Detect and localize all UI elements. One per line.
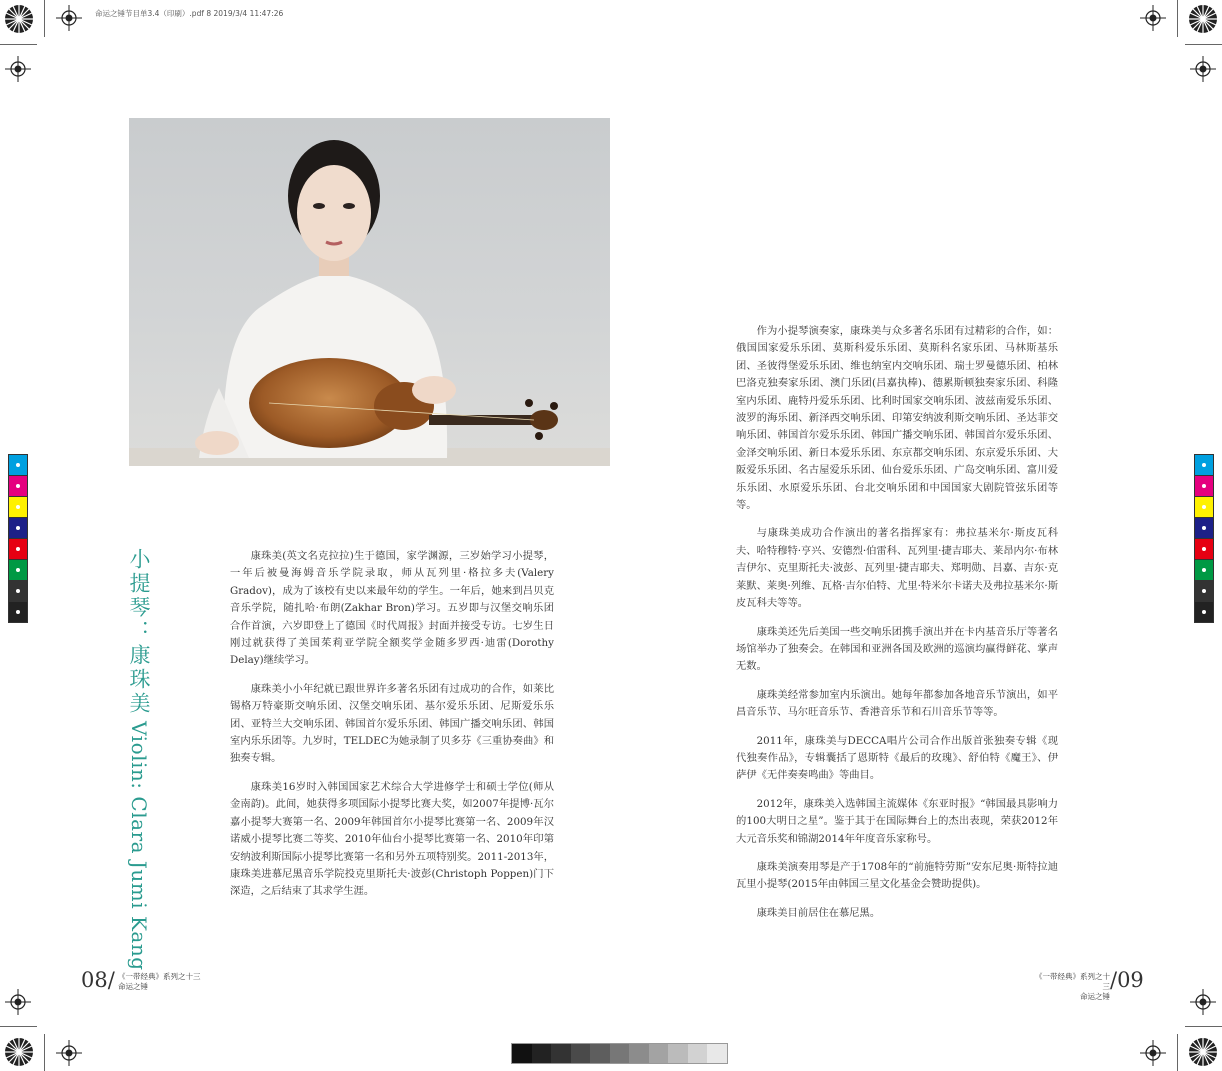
- gray-swatch: [532, 1044, 552, 1063]
- swatch-dot: [1202, 610, 1206, 614]
- gray-swatch: [668, 1044, 688, 1063]
- paragraph: 康珠美还先后美国一些交响乐团携手演出并在卡内基音乐厅等著名场馆举办了独奏会。在韩国和亚洲各国及欧洲的巡演均赢得鲜花、掌声无数。: [736, 625, 1058, 673]
- portrait-photo: [129, 118, 610, 466]
- gray-swatch: [629, 1044, 649, 1063]
- trim-mark: [1177, 1034, 1178, 1071]
- swatch-dot: [1202, 463, 1206, 467]
- star-target-icon: [1188, 1037, 1218, 1067]
- registration-mark-icon: [5, 56, 31, 82]
- gray-swatch: [649, 1044, 669, 1063]
- swatch-dot: [16, 568, 20, 572]
- title-zh: 小提琴：康珠美: [127, 548, 151, 716]
- swatch-dot: [1202, 589, 1206, 593]
- swatch-dot: [1202, 526, 1206, 530]
- swatch-dot: [1202, 505, 1206, 509]
- color-swatch: [9, 455, 27, 476]
- footer-series: 《一带经典》系列之十三: [1035, 972, 1110, 991]
- swatch-dot: [1202, 547, 1206, 551]
- color-swatch: [1195, 539, 1213, 560]
- color-swatch: [1195, 518, 1213, 539]
- paragraph: 康珠美经常参加室内乐演出。她每年都参加各地音乐节演出，如平昌音乐节、马尔旺音乐节、香港音乐节和石川音乐节等等。: [736, 688, 1058, 719]
- trim-mark: [1185, 44, 1222, 45]
- swatch-dot: [16, 547, 20, 551]
- swatch-dot: [1202, 568, 1206, 572]
- footer-program: 命运之锤: [1080, 992, 1110, 1001]
- gray-swatch: [512, 1044, 532, 1063]
- paragraph: 作为小提琴演奏家，康珠美与众多著名乐团有过精彩的合作，如：俄国国家爱乐乐团、莫斯科爱乐乐团、莫斯科名家乐团、马林斯基乐团、圣彼得堡爱乐乐团、维也纳室内交响乐团、瑞士罗曼德乐团、柏林巴洛克独奏家乐团、澳门乐团(吕嘉执棒)、德累斯顿独奏家乐团、科隆室内乐团、鹿特丹爱乐乐团、比利时国家交响乐团、波兹南爱乐乐团、波罗的海乐团、新泽西交响乐团、印第安纳波利斯交响乐团、圣达菲交响乐团、韩国首尔爱乐乐团、韩国广播交响乐团、韩国首尔爱乐乐团、金泽交响乐团、新日本爱乐乐团、东京都交响乐团、东京爱乐乐团、大阪爱乐乐团、名古屋爱乐乐团、仙台爱乐乐团、广岛交响乐团、富川爱乐乐团、水原爱乐乐团、台北交响乐团和中国国家大剧院管弦乐团等等。: [736, 325, 1058, 512]
- registration-mark-icon: [5, 989, 31, 1015]
- color-bar-right: [1194, 454, 1214, 623]
- performer-title: [124, 548, 154, 971]
- title-en: Violin: Clara Jumi Kang: [127, 721, 151, 971]
- registration-mark-icon: [1140, 5, 1166, 31]
- paragraph: 康珠美16岁时入韩国国家艺术综合大学进修学士和硕士学位(师从金南韵)。此间，她获得多项国际小提琴比赛大奖，如2007年提博·瓦尔嘉小提琴大赛第一名、2009年韩国首尔小提琴比赛第一名、2009年汉诺威小提琴比赛二等奖、2010年仙台小提琴比赛第一名、2010年印第安纳波利斯国际小提琴比赛第一名和另外五项特别奖。2011-2013年，康珠美进慕尼黑音乐学院投克里斯托夫·波彭(Christoph Poppen)门下深造，之后结束了其求学生涯。: [230, 780, 554, 898]
- paragraph: 2012年，康珠美入选韩国主流媒体《东亚时报》“韩国最具影响力的100大明日之星”。鉴于其于在国际舞台上的杰出表现，荣获2012年大元音乐奖和锦湖2014年年度音乐家称号。: [736, 797, 1058, 845]
- gray-swatch: [551, 1044, 571, 1063]
- swatch-dot: [1202, 484, 1206, 488]
- color-swatch: [9, 497, 27, 518]
- footer-right-text: [1030, 972, 1110, 1002]
- registration-mark-icon: [1190, 989, 1216, 1015]
- gray-swatch: [590, 1044, 610, 1063]
- footer-series: 《一带经典》系列之十三: [118, 972, 201, 981]
- swatch-dot: [16, 463, 20, 467]
- footer-left-text: [118, 972, 201, 992]
- color-swatch: [9, 581, 27, 602]
- trim-mark: [0, 1026, 37, 1027]
- page-number-right: /09: [1110, 968, 1144, 992]
- print-info: 命运之锤节目单3.4（印刷）.pdf 8 2019/3/4 11:47:26: [95, 9, 284, 18]
- gray-swatch: [688, 1044, 708, 1063]
- trim-mark: [44, 1034, 45, 1071]
- color-bar-left: [8, 454, 28, 623]
- color-swatch: [1195, 602, 1213, 622]
- color-swatch: [1195, 497, 1213, 518]
- color-swatch: [1195, 455, 1213, 476]
- paragraph: 2011年，康珠美与DECCA唱片公司合作出版首张独奏专辑《现代独奏作品》，专辑囊括了恩斯特《最后的玫瑰》、舒伯特《魔王》、伊萨伊《无伴奏奏鸣曲》等曲目。: [736, 734, 1058, 782]
- color-swatch: [9, 560, 27, 581]
- swatch-dot: [16, 589, 20, 593]
- color-swatch: [1195, 581, 1213, 602]
- swatch-dot: [16, 526, 20, 530]
- trim-mark: [0, 44, 37, 45]
- star-target-icon: [4, 1037, 34, 1067]
- color-swatch: [9, 476, 27, 497]
- color-swatch: [1195, 476, 1213, 497]
- registration-mark-icon: [1140, 1040, 1166, 1066]
- color-swatch: [9, 539, 27, 560]
- color-swatch: [1195, 560, 1213, 581]
- swatch-dot: [16, 505, 20, 509]
- registration-mark-icon: [56, 1040, 82, 1066]
- paragraph: 康珠美目前居住在慕尼黑。: [756, 906, 881, 919]
- page-number-left: 08/: [81, 968, 115, 992]
- trim-mark: [1185, 1026, 1222, 1027]
- color-swatch: [9, 602, 27, 622]
- star-target-icon: [1188, 4, 1218, 34]
- paragraph: 康珠美演奏用琴是产于1708年的“前施特劳斯”安东尼奥·斯特拉迪瓦里小提琴(2015年由韩国三星文化基金会赞助提供)。: [736, 860, 1058, 891]
- color-swatch: [9, 518, 27, 539]
- star-target-icon: [4, 4, 34, 34]
- paragraph: 与康珠美成功合作演出的著名指挥家有：弗拉基米尔·斯皮瓦科夫、哈特穆特·亨兴、安德烈·伯雷科、瓦列里·捷吉耶夫、莱昂内尔·布林吉伊尔、克里斯托夫·波彭、瓦列里·捷吉耶夫、郑明勋、吕嘉、吉东·克莱默、莱奥·列维、瓦格·吉尔伯特、尤里·特米尔卡诺夫及弗拉基米尔·斯皮瓦科夫等等。: [736, 527, 1058, 610]
- footer-program: 命运之锤: [118, 982, 148, 991]
- trim-mark: [44, 0, 45, 37]
- paragraph: 康珠美小小年纪就已跟世界许多著名乐团有过成功的合作，如莱比锡格万特豪斯交响乐团、汉堡交响乐团、基尔爱乐乐团、尼斯爱乐乐团、亚特兰大交响乐团、韩国首尔爱乐乐团、韩国广播交响乐团、韩国室内乐乐团等。九岁时，TELDEC为她录制了贝多芬《三重协奏曲》和独奏专辑。: [230, 682, 554, 765]
- right-column: [736, 323, 1058, 933]
- left-column: [230, 548, 554, 912]
- registration-mark-icon: [1190, 56, 1216, 82]
- gray-swatch: [571, 1044, 591, 1063]
- swatch-dot: [16, 484, 20, 488]
- paragraph: 康珠美(英文名克拉拉)生于德国，家学渊源，三岁始学习小提琴，一年后被曼海姆音乐学院录取，师从瓦列里·格拉多夫(Valery Gradov)，成为了该校有史以来最年幼的学生。一年后，她来到吕贝克音乐学院，随扎哈·布朗(Zakhar Bron)学习。五岁即与汉堡交响乐团合作首演，六岁即登上了德国《时代周报》封面并接受专访。七岁生日刚过就获得了美国茱莉亚学院全额奖学金随多罗西·迪雷(Dorothy Delay)继续学习。: [230, 550, 554, 667]
- swatch-dot: [16, 610, 20, 614]
- gray-swatch: [610, 1044, 630, 1063]
- gray-swatch: [707, 1044, 727, 1063]
- grayscale-strip: [511, 1043, 728, 1064]
- registration-mark-icon: [56, 5, 82, 31]
- trim-mark: [1177, 0, 1178, 37]
